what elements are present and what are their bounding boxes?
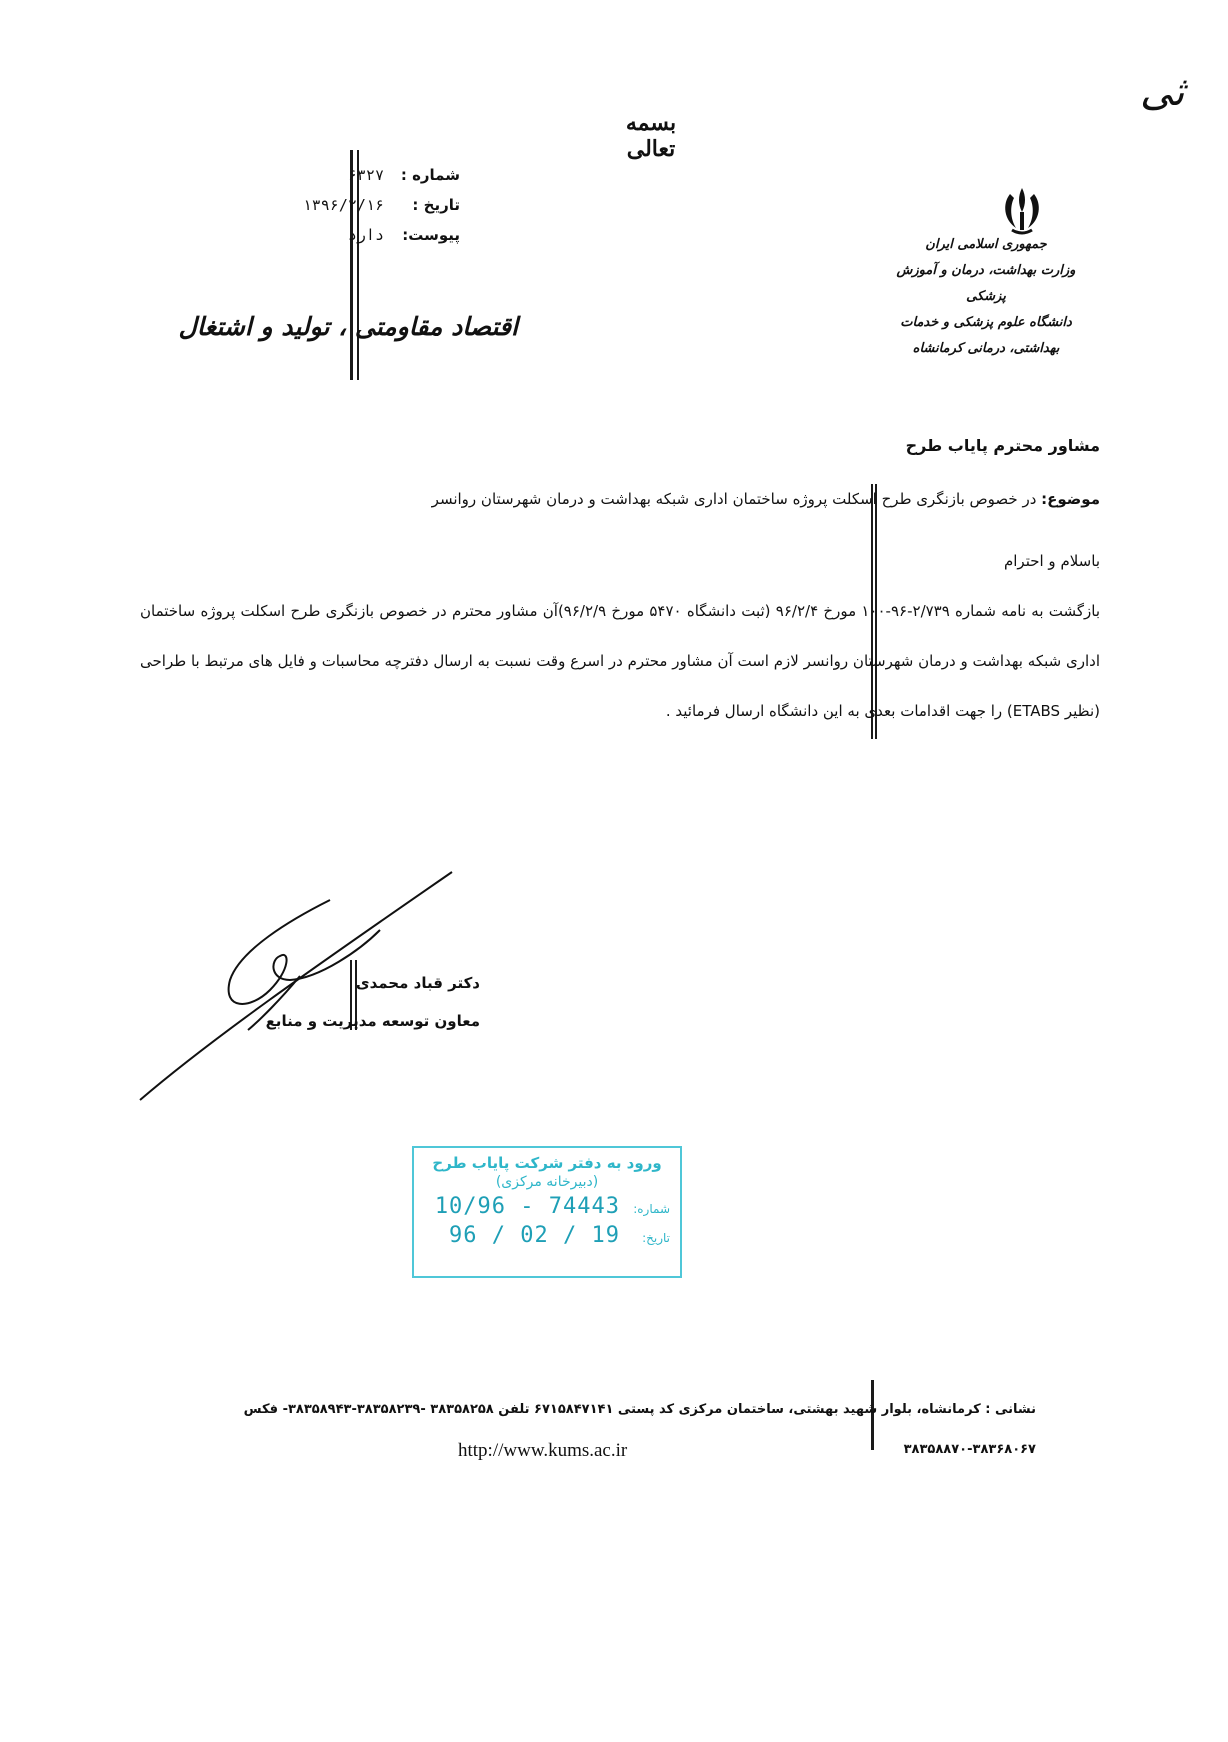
- stamp-title: ورود به دفتر شرکت پایاب طرح: [432, 1154, 662, 1172]
- stamp-date-value: 96 / 02 / 19: [449, 1223, 620, 1248]
- stamp-number-row: [424, 1194, 670, 1219]
- bismillah-header: بسمه تعالی: [625, 110, 677, 162]
- year-slogan: اقتصاد مقاومتی ، تولید و اشتغال: [178, 312, 518, 341]
- signer-name: دکتر قباد محمدی: [355, 974, 480, 992]
- meta-number-label: شماره :: [400, 166, 460, 184]
- letter-meta: [260, 160, 460, 250]
- meta-number-value: ۶۳۲۷: [347, 166, 384, 184]
- meta-attachment-value: دارد: [347, 226, 384, 244]
- body-paragraph: بازگشت به نامه شماره ۲/۷۳۹-۹۶-۱۰۰ مورخ ۹۶/۲/۴ (ثبت دانشگاه ۵۴۷۰ مورخ ۹۶/۲/۹)آن مشاور محترم در خصوص بازنگری طرح اسکلت پروژه ساختمان اداری شبکه بهداشت و درمان شهرستان روانسر لازم است آن مشاور محترم در اسرع وقت نسبت به ارسال دفترچه محاسبات و فایل های مرتبط با طراحی (نظیر ETABS) را جهت اقدامات بعدی به این دانشگاه ارسال فرمائید .: [140, 602, 1101, 720]
- stamp-number-label: شماره:: [633, 1202, 670, 1216]
- subject-label: موضوع:: [1041, 490, 1100, 508]
- meta-attachment-row: [260, 220, 460, 250]
- ministry-line-country: جمهوری اسلامی ایران: [925, 237, 1047, 252]
- subject-line: [280, 482, 1100, 516]
- stamp-date-label: تاریخ:: [642, 1231, 670, 1245]
- meta-date-label: تاریخ :: [412, 196, 460, 214]
- ministry-line-ministry: وزارت بهداشت، درمان و آموزش پزشکی: [896, 263, 1076, 304]
- signer-block: [266, 964, 480, 1040]
- letter-body: [140, 536, 1100, 736]
- meta-date-row: [260, 190, 460, 220]
- stamp-subtitle: (دبیرخانه مرکزی): [495, 1174, 599, 1190]
- greeting: باسلام و احترام: [1003, 552, 1100, 570]
- corner-handwritten-mark: ثی: [1140, 69, 1185, 115]
- ministry-header: [876, 232, 1096, 362]
- stamp-number-value: 10/96 - 74443: [434, 1194, 620, 1219]
- meta-number-row: [260, 160, 460, 190]
- addressee: مشاور محترم پایاب طرح: [905, 436, 1100, 455]
- meta-attachment-label: پیوست:: [402, 226, 460, 244]
- meta-date-value: ۱۳۹۶/۲/۱۶: [302, 196, 384, 214]
- signer-title: معاون توسعه مدیریت و منابع: [265, 1012, 480, 1030]
- ministry-line-university: دانشگاه علوم پزشکی و خدمات بهداشتی، درمانی کرمانشاه: [900, 315, 1072, 356]
- footer-website-link[interactable]: http://www.kums.ac.ir: [458, 1440, 628, 1461]
- iran-emblem-icon: [994, 182, 1050, 238]
- footer-address: نشانی : کرمانشاه، بلوار شهید بهشتی، ساختمان مرکزی کد پستی ۶۷۱۵۸۴۷۱۴۱ تلفن ۳۸۳۵۸۲۵۸ -۳۸۳۵۸۲۳۹-۳۸۳۵۸۹۴۳- فکس ۳۸۳۶۸۰۶۷-۳۸۳۵۸۸۷۰: [243, 1402, 1036, 1457]
- stamp-date-row: [424, 1223, 670, 1248]
- subject-text: در خصوص بازنگری طرح اسکلت پروژه ساختمان اداری شبکه بهداشت و درمان شهرستان روانسر: [431, 490, 1037, 508]
- receipt-stamp: [412, 1146, 682, 1278]
